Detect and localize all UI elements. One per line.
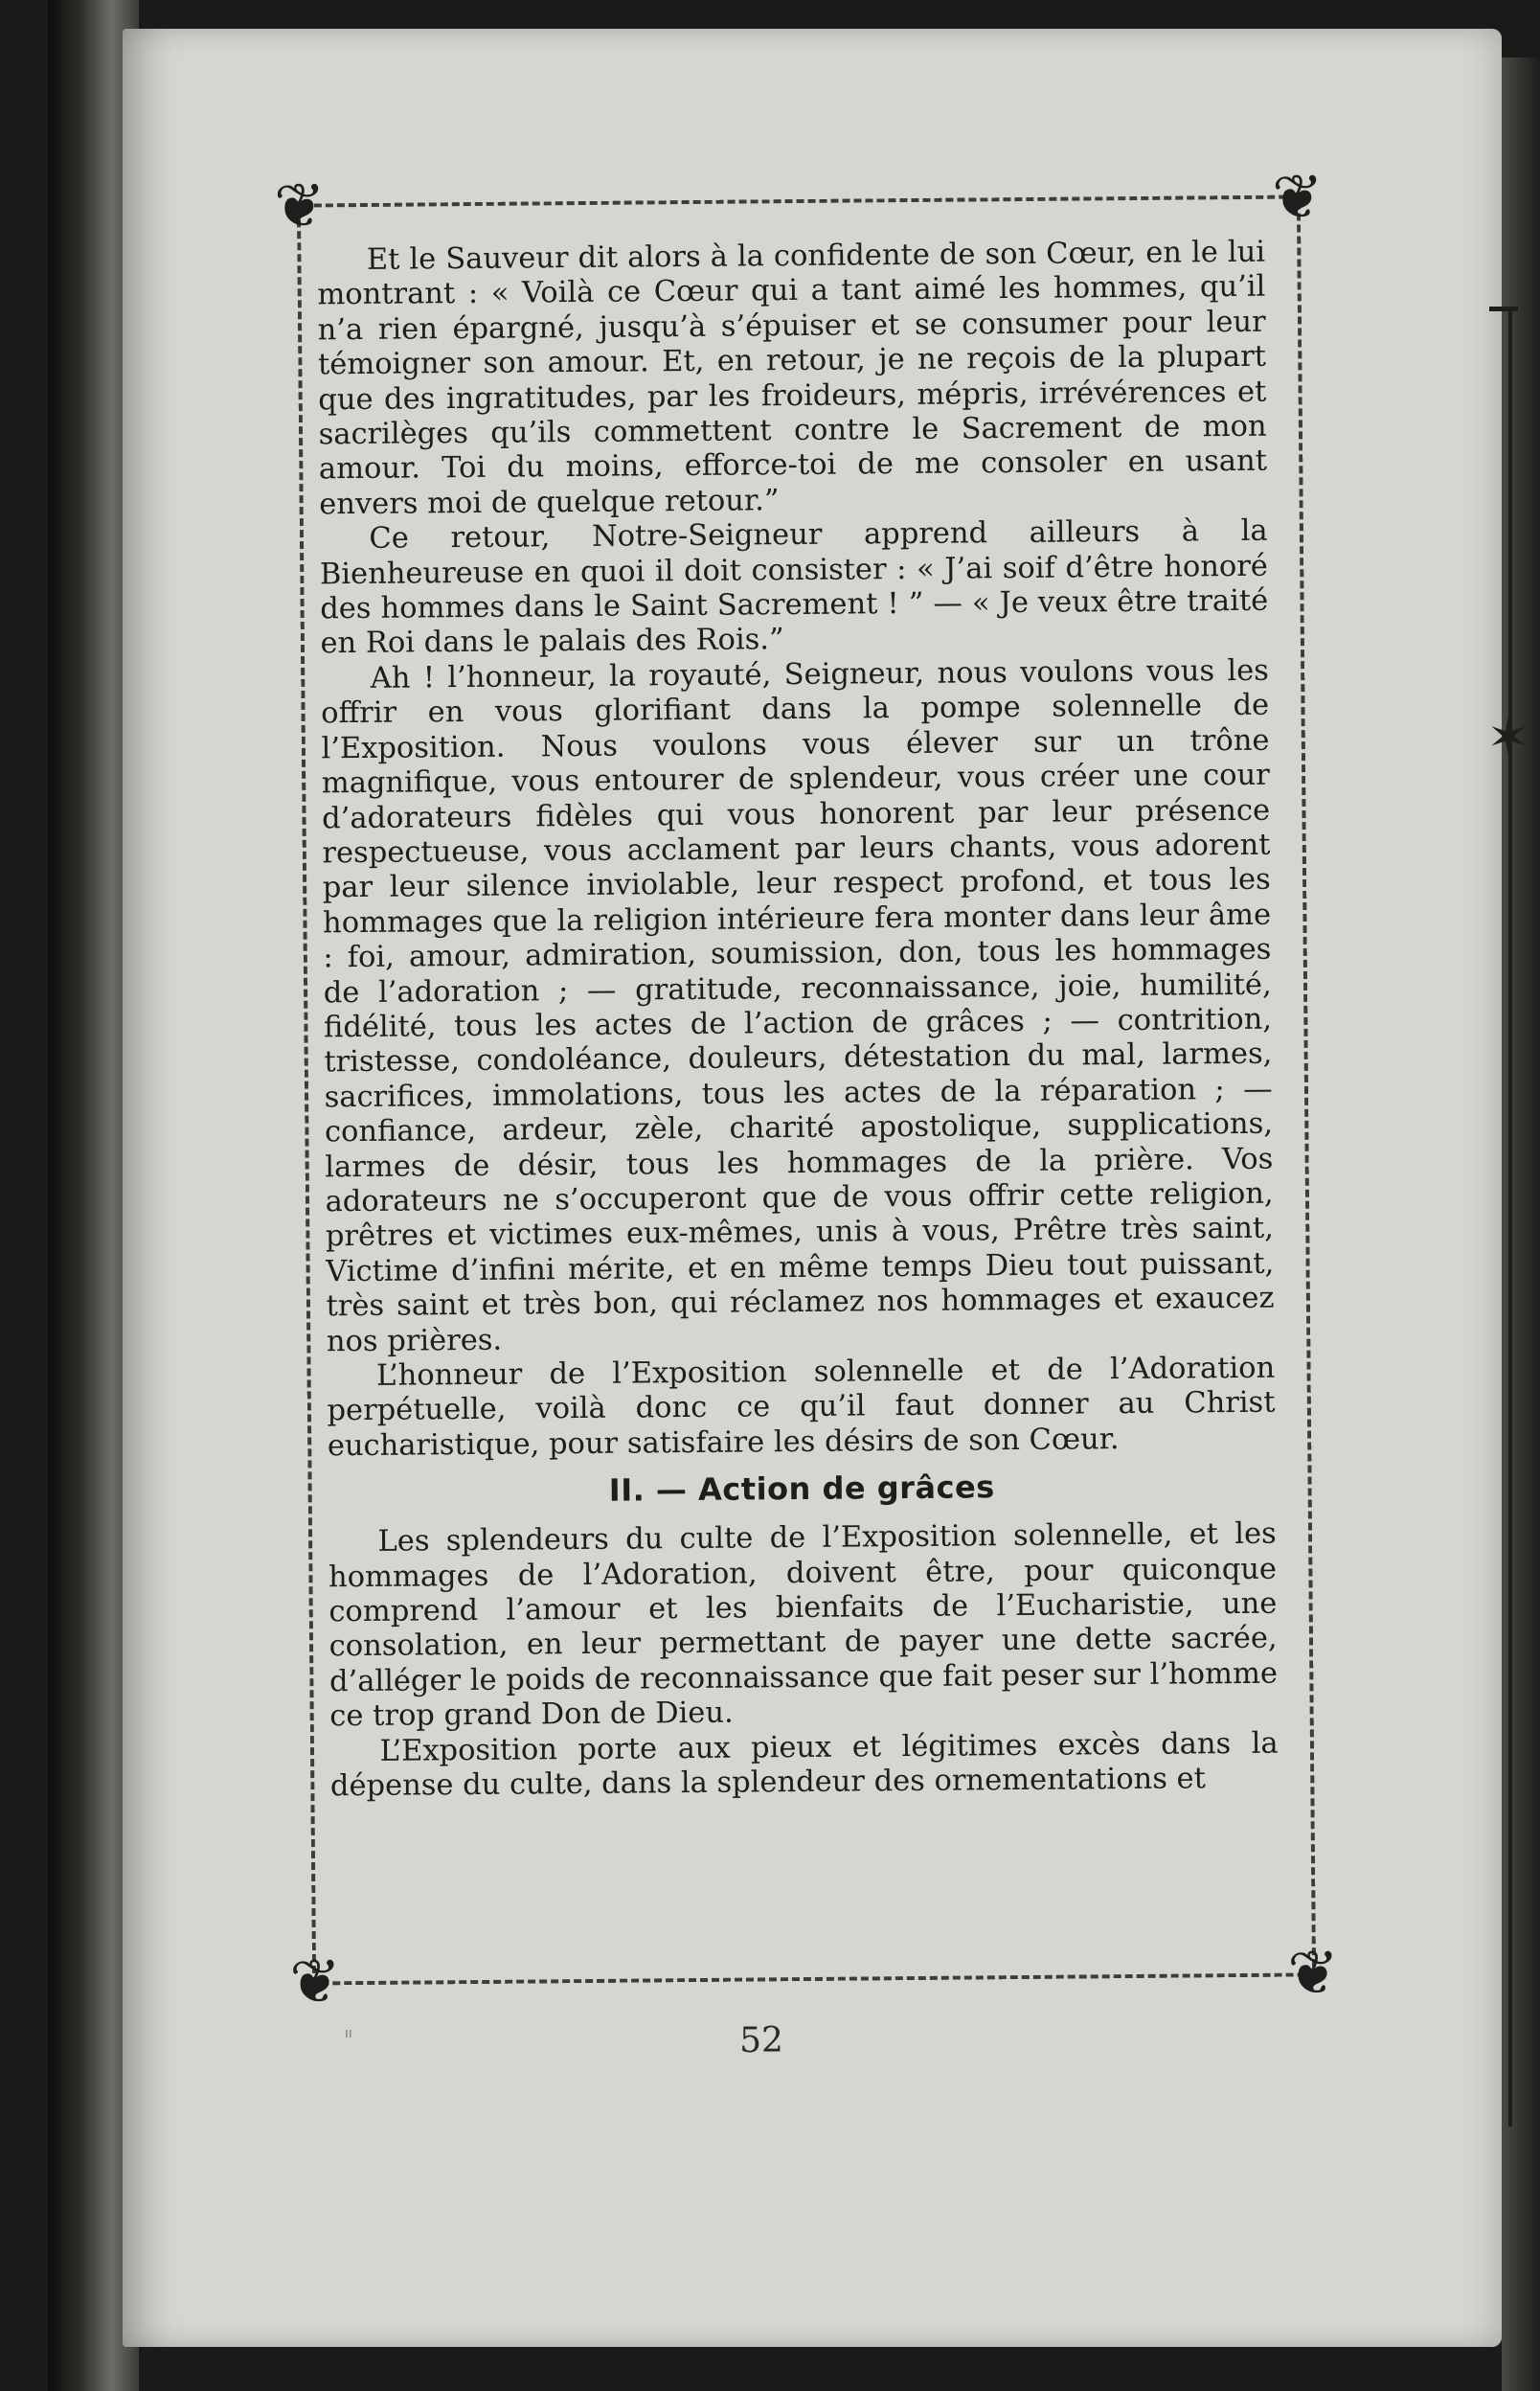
- ornament-corner-icon: ❦: [1271, 162, 1325, 234]
- facing-page-edge: [1502, 57, 1540, 2391]
- paragraph: Les splendeurs du culte de l’Exposition solennelle, et les hommages de l’Adoration, doivent être, pour quiconque comprend l’amour et les bienfaits de l’Eucharistie, une consolation, en leur permettant de payer une dette sacrée, d’alléger le poids de reconnaissance que fait peser sur l’homme ce trop grand Don de Dieu.: [328, 1516, 1279, 1734]
- ornament-corner-icon: ❦: [288, 1947, 342, 2018]
- facing-page-rule: [1508, 307, 1512, 2127]
- page-text: [317, 236, 1279, 1805]
- paragraph: L’honneur de l’Exposition solennelle et de l’Adoration perpétuelle, voilà donc ce qu’il faut donner au Christ eucharistique, pour satisfaire les désirs de son Cœur.: [327, 1351, 1276, 1464]
- ornament-corner-icon: ❦: [273, 171, 327, 242]
- ornament-corner-icon: ❦: [1286, 1938, 1340, 2010]
- section-heading: II. — Action de grâces: [608, 1469, 995, 1509]
- paragraph: Ce retour, Notre-Seigneur apprend ailleurs à la Bienheureuse en quoi il doit consister : « J’ai soif d’être honoré des hommes dans le Saint Sacrement ! ” — « Je veux être traité en Roi dans le palais des Rois.”: [319, 513, 1269, 661]
- page-number: 52: [739, 2021, 783, 2061]
- star-icon: ✶: [1486, 707, 1530, 767]
- gutter-mark: ıı: [345, 2026, 352, 2041]
- paragraph: Et le Sauveur dit alors à la confidente de son Cœur, en le lui montrant : « Voilà ce Cœur qui a tant aimé les hommes, qu’il n’a rien épargné, jusqu’à s’épuiser et se consumer pour leur témoigner son amour. Et, en retour, je ne reçois de la plupart que des ingratitudes, par les froideurs, mépris, irrévérences et sacrilèges qu’ils commettent contre le Sacrement de mon amour. Toi du moins, efforce-toi de me consoler en usant envers moi de quelque retour.”: [317, 235, 1268, 522]
- paragraph: Ah ! l’honneur, la royauté, Seigneur, nous voulons vous les offrir en vous glorifiant dans la pompe solennelle de l’Exposition. Nous voulons vous élever sur un trône magnifique, vous entourer de splendeur, vous créer une cour d’adorateurs fidèles qui vous honorent par leur présence respectueuse, vous acclament par leurs chants, vous adorent par leur silence inviolable, leur respect profond, et tous les hommages que la religion intérieure fera monter dans leur âme : foi, amour, admiration, soumission, don, tous les hommages de l’adoration ; — gratitude, reconnaissance, joie, humilité, fidélité, tous les actes de l’action de grâces ; — contrition, tristesse, condoléance, douleurs, détestation du mal, larmes, sacrifices, immolations, tous les actes de la réparation ; — confiance, ardeur, zèle, charité apostolique, supplications, larmes de désir, tous les hommages de la prière. Vos adorateurs ne s’occuperont que de vous offrir cette religion, prêtres et victimes eux-mêmes, unis à vous, Prêtre très saint, Victime d’infini mérite, et en même temps Dieu tout puissant, très saint et très bon, qui réclamez nos hommages et exaucez nos prières.: [321, 653, 1275, 1358]
- paragraph: L’Exposition porte aux pieux et légitimes excès dans la dépense du culte, dans la splendeur des ornementations et: [329, 1726, 1279, 1804]
- facing-page-tick: [1489, 307, 1518, 311]
